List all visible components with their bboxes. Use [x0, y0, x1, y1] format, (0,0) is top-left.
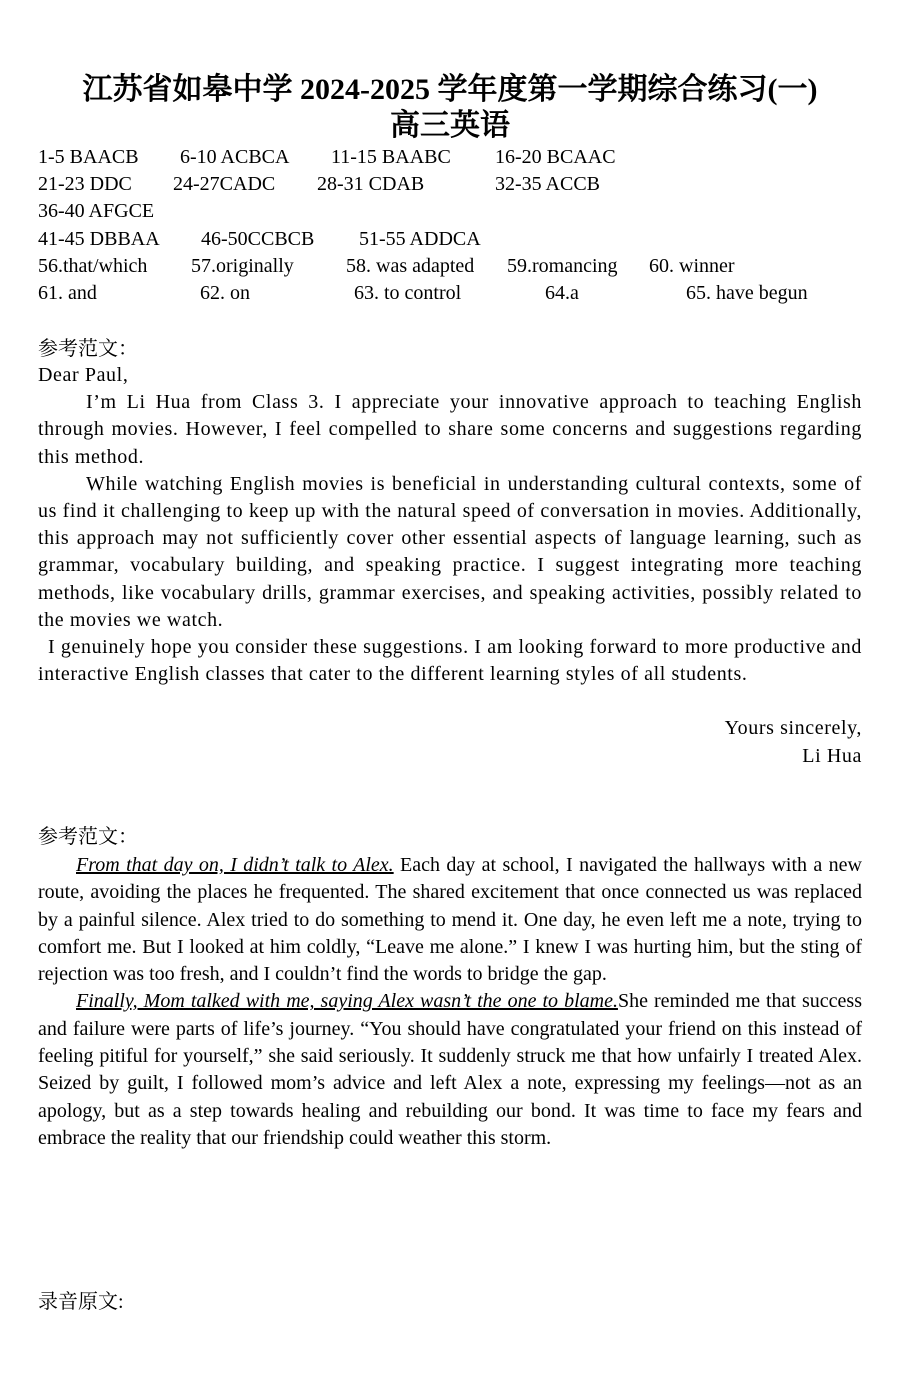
- essay2-lead-sentence: From that day on, I didn’t talk to Alex.: [76, 854, 394, 876]
- answer-item: 59.romancing: [507, 255, 618, 277]
- answer-item: 46-50CCBCB: [201, 228, 315, 250]
- essay1-paragraph: I’m Li Hua from Class 3. I appreciate your innovative approach to teaching English through movies. However, I feel compelled to share some concerns and suggestions regarding this method.: [38, 391, 862, 468]
- transcript-label: 录音原文:: [38, 1291, 124, 1313]
- essay2-body: She reminded me that success and failure were parts of life’s journey. “You should have congratulated your friend on this instead of feeling pitiful for yourself,” she said seriously. It suddenly struck me that how unfairly I treated Alex. Seized by guilt, I followed mom’s advice and left Alex a note, expressing my feelings—not as an apology, but as a step towards healing and rebuilding our bond. It was time to face my fears and embrace the reality that our friendship could weather this storm.: [38, 990, 862, 1149]
- answer-item: 62. on: [200, 282, 250, 304]
- answer-item: 57.originally: [191, 255, 294, 277]
- answer-item: 16-20 BCAAC: [495, 146, 616, 168]
- essay2-story: [38, 852, 862, 1152]
- answer-item: 64.a: [545, 282, 579, 304]
- answer-item: 1-5 BAACB: [38, 146, 139, 168]
- essay1-signature: Li Hua: [802, 744, 862, 767]
- answer-item: 11-15 BAABC: [331, 146, 451, 168]
- answer-item: 41-45 DBBAA: [38, 228, 160, 250]
- essay2-body: Each day at school, I navigated the hallways with a new route, avoiding the places he frequented. The shared excitement that once connected us was replaced by a painful silence. Alex tried to do something to mend it. One day, he even left me a note, trying to comfort me. But I looked at him coldly, “Leave me alone.” I knew I was hurting him, but the sting of rejection was too fresh, and I couldn’t find the words to bridge the gap.: [38, 854, 863, 986]
- answer-item: 60. winner: [649, 255, 735, 277]
- answer-item: 36-40 AFGCE: [38, 200, 155, 222]
- answer-item: 58. was adapted: [346, 255, 475, 277]
- essay2-paragraph-1: [38, 852, 862, 988]
- spacer: [38, 688, 862, 715]
- essay1-label: 参考范文：: [38, 338, 138, 360]
- essay2-label: 参考范文：: [38, 826, 138, 848]
- essay1-letter: [38, 362, 862, 770]
- essay1-closing: Yours sincerely,: [724, 717, 862, 740]
- essay1-paragraph: I genuinely hope you consider these suggestions. I am looking forward to more productive and interactive English classes that cater to the different learning styles of all students.: [38, 636, 862, 686]
- answer-item: 21-23 DDC: [38, 173, 132, 195]
- answer-item: 61. and: [38, 282, 97, 304]
- document-subtitle: 高三英语: [390, 109, 510, 142]
- document-title: 江苏省如皋中学 2024-2025 学年度第一学期综合练习(一): [82, 73, 818, 106]
- essay2-lead-sentence: Finally, Mom talked with me, saying Alex wasn’t the one to blame.: [76, 990, 618, 1013]
- answer-item: 56.that/which: [38, 255, 148, 277]
- essay1-paragraph: While watching English movies is beneficial in understanding cultural contexts, some of us find it challenging to keep up with the natural speed of conversation in movies. Additionally, this approach may not sufficiently cover other essential aspects of language learning, such as grammar, vocabulary building, and speaking practice. I suggest integrating more teaching methods, like vocabulary drills, grammar exercises, and speaking activities, possibly related to the movies we watch.: [38, 472, 862, 631]
- answer-item: 63. to control: [354, 282, 462, 304]
- answer-item: 32-35 ACCB: [495, 173, 601, 195]
- answer-item: 28-31 CDAB: [317, 173, 425, 195]
- answer-item: 65. have begun: [686, 282, 808, 304]
- answer-item: 24-27CADC: [173, 173, 276, 195]
- answer-item: 51-55 ADDCA: [359, 228, 481, 250]
- essay1-salutation: Dear Paul,: [38, 364, 129, 386]
- answer-item: 6-10 ACBCA: [180, 146, 290, 168]
- essay2-paragraph-2: [38, 988, 862, 1152]
